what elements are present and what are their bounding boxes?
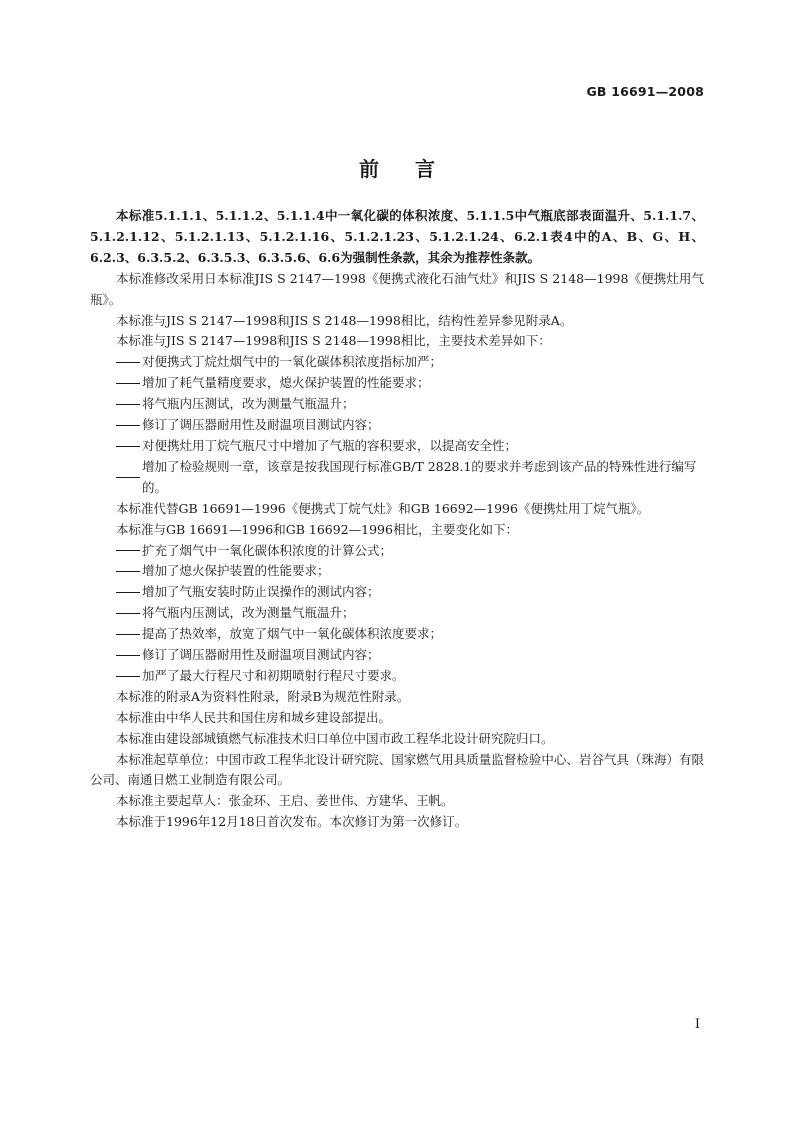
drafting-units-paragraph: 本标准起草单位：中国市政工程华北设计研究院、国家燃气用具质量监督检验中心、岩谷气具（珠海）有限公司、南通日燃工业制造有限公司。: [90, 751, 704, 788]
list-item: 将气瓶内压测试，改为测量气瓶温升；: [90, 603, 704, 624]
adoption-paragraph: 本标准修改采用日本标准JIS S 2147—1998《便携式液化石油气灶》和JIS S 2148—1998《便携灶用气瓶》。: [90, 270, 704, 307]
dash-marker: [90, 603, 142, 624]
replacement-paragraph: 本标准代替GB 16691—1996《便携式丁烷气灶》和GB 16692—1996《便携灶用丁烷气瓶》。: [116, 500, 650, 516]
foreword-body: [90, 206, 704, 833]
dash-marker: [90, 436, 142, 457]
dash-marker: [90, 457, 142, 499]
main-changes-intro: 本标准与GB 16691—1996和GB 16692—1996相比，主要变化如下：: [116, 521, 518, 537]
drafters-paragraph: 本标准主要起草人：张金环、王启、姜世伟、方建华、王帆。: [116, 793, 454, 809]
dash-marker: [90, 645, 142, 666]
dash-marker: [90, 373, 142, 394]
dash-marker: [90, 541, 142, 562]
structural-difference-paragraph: 本标准与JIS S 2147—1998和JIS S 2148—1998相比，结构性差异参见附录A。: [116, 312, 573, 328]
list-item: 将气瓶内压测试，改为测量气瓶温升；: [90, 394, 704, 415]
dash-marker: [90, 666, 142, 687]
dash-marker: [90, 624, 142, 645]
standard-number: GB 16691—2008: [586, 84, 704, 99]
list-item: 扩充了烟气中一氧化碳体积浓度的计算公式；: [90, 541, 704, 562]
list-item: 对便携灶用丁烷气瓶尺寸中增加了气瓶的容积要求，以提高安全性；: [90, 436, 704, 457]
list-item: 修订了调压器耐用性及耐温项目测试内容；: [90, 415, 704, 436]
list-item: 增加了耗气量精度要求，熄火保护装置的性能要求；: [90, 373, 704, 394]
administrator-paragraph: 本标准由建设部城镇燃气标准技术归口单位中国市政工程华北设计研究院归口。: [116, 730, 554, 746]
proposer-paragraph: 本标准由中华人民共和国住房和城乡建设部提出。: [116, 709, 392, 725]
page-title: 前言: [359, 157, 471, 181]
dash-marker: [90, 582, 142, 603]
technical-difference-intro: 本标准与JIS S 2147—1998和JIS S 2148—1998相比，主要技术差异如下：: [116, 333, 551, 349]
list-item: 增加了熄火保护装置的性能要求；: [90, 561, 704, 582]
dash-marker: [90, 561, 142, 582]
dash-marker: [90, 352, 142, 373]
list-item: 提高了热效率，放宽了烟气中一氧化碳体积浓度要求；: [90, 624, 704, 645]
dash-marker: [90, 415, 142, 436]
list-item: 加严了最大行程尺寸和初期喷射行程尺寸要求。: [90, 666, 704, 687]
list-item: 对便携式丁烷灶烟气中的一氧化碳体积浓度指标加严；: [90, 352, 704, 373]
list-item: 修订了调压器耐用性及耐温项目测试内容；: [90, 645, 704, 666]
mandatory-clauses-paragraph: 本标准5.1.1.1、5.1.1.2、5.1.1.4中一氧化碳的体积浓度、5.1.1.5中气瓶底部表面温升、5.1.1.7、5.1.2.1.12、5.1.2.1.13、5.1.2.1.16、5.1.2.1.23、5.1.2.1.24、6.2.1表4中的A、B、G、H、6.2.3、6.3.5.2、6.3.5.3、6.3.5.6、6.6为强制性条款，其余为推荐性条款。: [90, 208, 704, 265]
list-item: 增加了检验规则一章，该章是按我国现行标准GB/T 2828.1的要求并考虑到该产品的特殊性进行编写的。: [90, 457, 704, 499]
release-history-paragraph: 本标准于1996年12月18日首次发布。本次修订为第一次修订。: [116, 814, 468, 830]
appendix-paragraph: 本标准的附录A为资料性附录，附录B为规范性附录。: [116, 688, 410, 704]
page-number: I: [694, 1017, 700, 1032]
dash-marker: [90, 394, 142, 415]
list-item: 增加了气瓶安装时防止误操作的测试内容；: [90, 582, 704, 603]
